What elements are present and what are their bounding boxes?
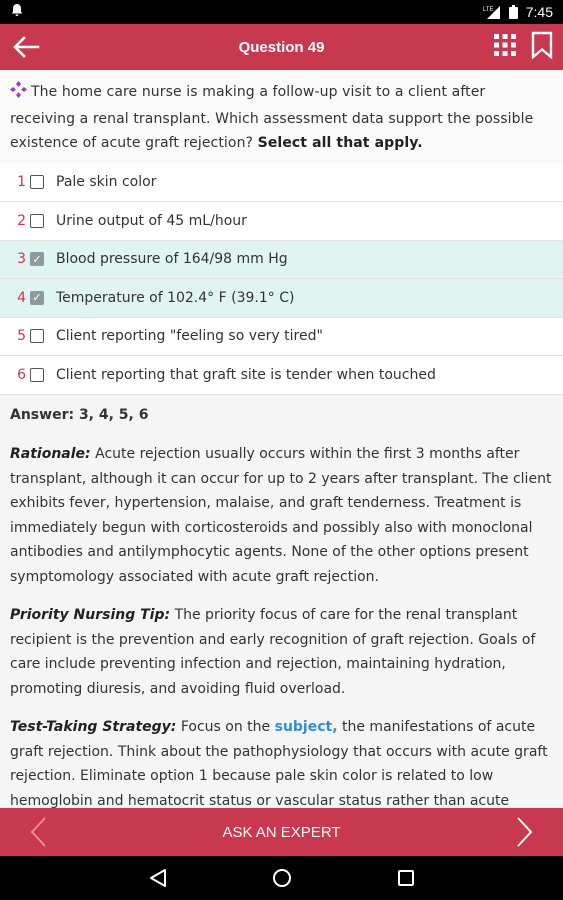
answer-key: Answer: 3, 4, 5, 6	[10, 406, 149, 423]
bottom-bar	[0, 808, 563, 856]
rationale-label: Rationale:	[10, 446, 91, 462]
nav-back-button[interactable]	[143, 863, 173, 893]
diamond-icon	[10, 81, 27, 107]
question-stem	[0, 70, 563, 164]
option-text: Temperature of 102.4° F (39.1° C)	[56, 289, 295, 306]
option-number: 6	[17, 366, 26, 383]
option-number: 2	[17, 212, 26, 229]
content-area[interactable]	[0, 70, 563, 808]
option-4[interactable]	[0, 279, 563, 318]
circle-home-icon	[272, 868, 292, 888]
chevron-left-icon	[29, 816, 47, 848]
checkbox[interactable]	[30, 368, 44, 382]
nav-recents-button[interactable]	[391, 863, 421, 893]
option-number: 3	[17, 251, 26, 268]
options-list	[0, 164, 563, 395]
ask-expert-button[interactable]: ASK AN EXPERT	[222, 823, 341, 841]
battery-icon	[509, 5, 518, 19]
square-recents-icon	[397, 869, 415, 887]
option-text: Blood pressure of 164/98 mm Hg	[56, 251, 288, 268]
option-number: 1	[17, 174, 26, 191]
chevron-right-icon	[516, 816, 534, 848]
grid-button[interactable]	[493, 33, 517, 61]
rationale-text: Acute rejection usually occurs within the first 3 months after transplant, although it can occur for up to 2 years after transplant. The client exhibits fever, hypertension, malaise, and graft tenderness. Treatment is immediately begun with corticosteroids and possibly also with monoclonal antibodies and antilymphocytic agents. None of the other options present symptomology associated with acute graft rejection.	[10, 446, 552, 585]
checkbox[interactable]	[30, 214, 44, 228]
checkbox-checked[interactable]	[30, 291, 44, 305]
network-type: LTE	[482, 7, 494, 13]
option-6[interactable]	[0, 356, 563, 395]
option-number: 4	[17, 289, 26, 306]
test-strategy	[10, 715, 553, 808]
test-strategy-text-after: the manifestations of acute graft rejection. Think about the pathophysiology that occurs with acute graft rejection. Eliminate option 1 because pale skin color is related to low hemoglobin and hematocrit status or vascular status rather than acute	[10, 719, 548, 808]
bookmark-button[interactable]	[531, 31, 553, 63]
triangle-back-icon	[149, 868, 167, 888]
option-2[interactable]	[0, 202, 563, 241]
check-icon: ✓	[32, 252, 42, 266]
option-number: 5	[17, 328, 26, 345]
app-bar	[0, 24, 563, 70]
system-nav-bar	[0, 856, 563, 900]
arrow-left-icon	[12, 36, 40, 58]
status-bar	[0, 0, 563, 24]
priority-tip-text: The priority focus of care for the renal transplant recipient is the prevention and early recognition of graft rejection. Goals of care include preventing infection and rejection, maintaining hydration, promoting diuresis, and avoiding fluid overload.	[10, 607, 536, 697]
page-title: Question 49	[238, 38, 325, 56]
question-instruction: Select all that apply.	[257, 135, 423, 151]
priority-tip	[10, 603, 553, 701]
bookmark-icon	[531, 31, 553, 59]
notification-icon	[10, 3, 24, 21]
option-text: Pale skin color	[56, 174, 157, 191]
question-text: The home care nurse is making a follow-up visit to a client after receiving a renal transplant. Which assessment data support the possible existence of acute graft rejection?	[10, 84, 534, 151]
option-5[interactable]	[0, 318, 563, 357]
next-button[interactable]	[487, 808, 563, 856]
option-1[interactable]	[0, 164, 563, 203]
grid-icon	[493, 33, 517, 57]
checkbox[interactable]	[30, 175, 44, 189]
check-icon: ✓	[32, 291, 42, 305]
nav-home-button[interactable]	[267, 863, 297, 893]
checkbox[interactable]	[30, 329, 44, 343]
explanation	[0, 395, 563, 809]
option-3[interactable]	[0, 241, 563, 280]
previous-button[interactable]	[0, 808, 76, 856]
subject-link[interactable]: subject,	[274, 719, 338, 735]
priority-tip-label: Priority Nursing Tip:	[10, 607, 171, 623]
test-strategy-label: Test-Taking Strategy:	[10, 719, 177, 735]
option-text: Client reporting "feeling so very tired"	[56, 328, 323, 345]
back-button[interactable]	[0, 24, 52, 70]
status-time: 7:45	[525, 4, 553, 20]
test-strategy-text-before: Focus on the	[180, 719, 271, 735]
option-text: Urine output of 45 mL/hour	[56, 212, 247, 229]
signal-icon	[483, 5, 501, 19]
checkbox-checked[interactable]	[30, 252, 44, 266]
rationale	[10, 442, 553, 589]
option-text: Client reporting that graft site is tender when touched	[56, 366, 436, 383]
